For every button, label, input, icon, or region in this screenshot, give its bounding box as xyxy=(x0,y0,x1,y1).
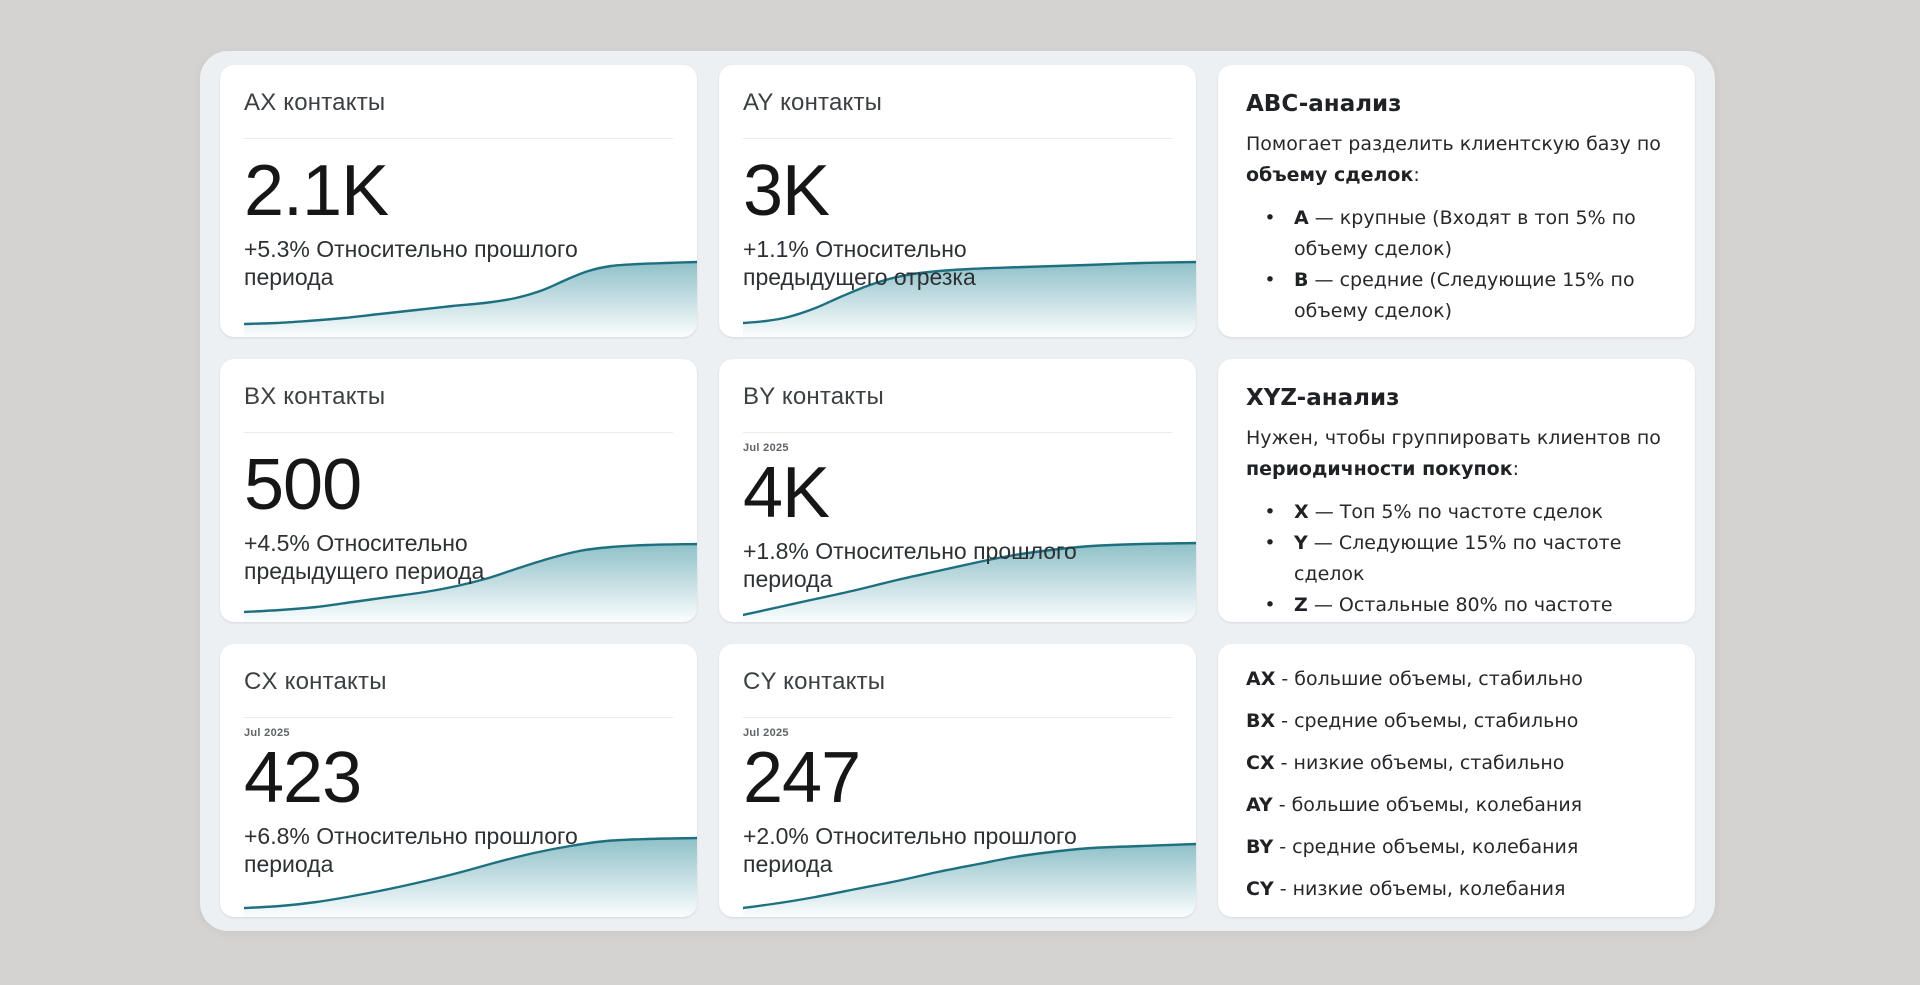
bullet-list xyxy=(1246,203,1667,327)
widget-grid xyxy=(220,65,1695,917)
list-item: • X — Топ 5% по частоте сделок xyxy=(1246,497,1667,528)
bullet-icon: • xyxy=(1264,269,1276,291)
list-item: • Y — Следующие 15% по частоте сделок xyxy=(1246,528,1667,590)
list-item: • B — средние (Следующие 15% по объему сделок) xyxy=(1246,265,1667,327)
divider xyxy=(244,717,673,718)
bullet-icon: • xyxy=(1264,207,1276,229)
legend-item: CX - низкие объемы, стабильно xyxy=(1246,752,1565,774)
divider xyxy=(743,432,1172,433)
divider xyxy=(244,432,673,433)
metric-delta: +6.8% Относительно прошлого периода xyxy=(244,823,578,877)
panel-intro: Помогает разделить клиентскую базу по объему сделок: xyxy=(1246,133,1661,186)
metric-value: 3K xyxy=(743,151,830,231)
metric-delta: +1.1% Относительно предыдущего отрезка xyxy=(743,236,976,290)
divider xyxy=(743,138,1172,139)
period-label: Jul 2025 xyxy=(244,727,290,739)
metric-value: 423 xyxy=(244,738,362,818)
metric-card-ax[interactable] xyxy=(220,65,697,337)
abc-analysis-panel xyxy=(1218,65,1695,337)
list-item: • A — крупные (Входят в топ 5% по объему сделок) xyxy=(1246,203,1667,265)
legend-item: AX - большие объемы, стабильно xyxy=(1246,668,1583,690)
metric-card-cy[interactable] xyxy=(719,644,1196,917)
bullet-list xyxy=(1246,497,1667,621)
bullet-icon: • xyxy=(1264,532,1276,554)
panel-intro: Нужен, чтобы группировать клиентов по периодичности покупок: xyxy=(1246,427,1661,480)
metric-card-ay[interactable] xyxy=(719,65,1196,337)
period-label: Jul 2025 xyxy=(743,442,789,454)
metric-value: 500 xyxy=(244,445,362,525)
panel-title: ABC-анализ xyxy=(1246,91,1402,117)
metric-card-bx[interactable] xyxy=(220,359,697,622)
metric-delta: +4.5% Относительно предыдущего периода xyxy=(244,530,485,584)
metric-card-by[interactable] xyxy=(719,359,1196,622)
legend-item: BY - средние объемы, колебания xyxy=(1246,836,1579,858)
card-title: AY контакты xyxy=(743,89,883,116)
card-title: CY контакты xyxy=(743,668,886,695)
metric-delta: +5.3% Относительно прошлого периода xyxy=(244,236,578,290)
xyz-analysis-panel xyxy=(1218,359,1695,622)
card-title: BY контакты xyxy=(743,383,884,410)
metric-delta: +1.8% Относительно прошлого периода xyxy=(743,538,1077,592)
segment-legend-panel xyxy=(1218,644,1695,917)
card-title: BX контакты xyxy=(244,383,386,410)
divider xyxy=(743,717,1172,718)
divider xyxy=(244,138,673,139)
legend-item: AY - большие объемы, колебания xyxy=(1246,794,1583,816)
legend-item: BX - средние объемы, стабильно xyxy=(1246,710,1579,732)
list-item: • Z — Остальные 80% по частоте xyxy=(1246,590,1667,621)
metric-value: 2.1K xyxy=(244,151,389,231)
legend-item: CY - низкие объемы, колебания xyxy=(1246,878,1566,900)
metric-delta: +2.0% Относительно прошлого периода xyxy=(743,823,1077,877)
period-label: Jul 2025 xyxy=(743,727,789,739)
panel-title: XYZ-анализ xyxy=(1246,385,1400,411)
metric-card-cx[interactable] xyxy=(220,644,697,917)
metric-value: 4K xyxy=(743,453,830,533)
dashboard-surface xyxy=(200,51,1715,931)
card-title: AX контакты xyxy=(244,89,386,116)
card-title: CX контакты xyxy=(244,668,387,695)
bullet-icon: • xyxy=(1264,594,1276,616)
bullet-icon: • xyxy=(1264,501,1276,523)
metric-value: 247 xyxy=(743,738,861,818)
